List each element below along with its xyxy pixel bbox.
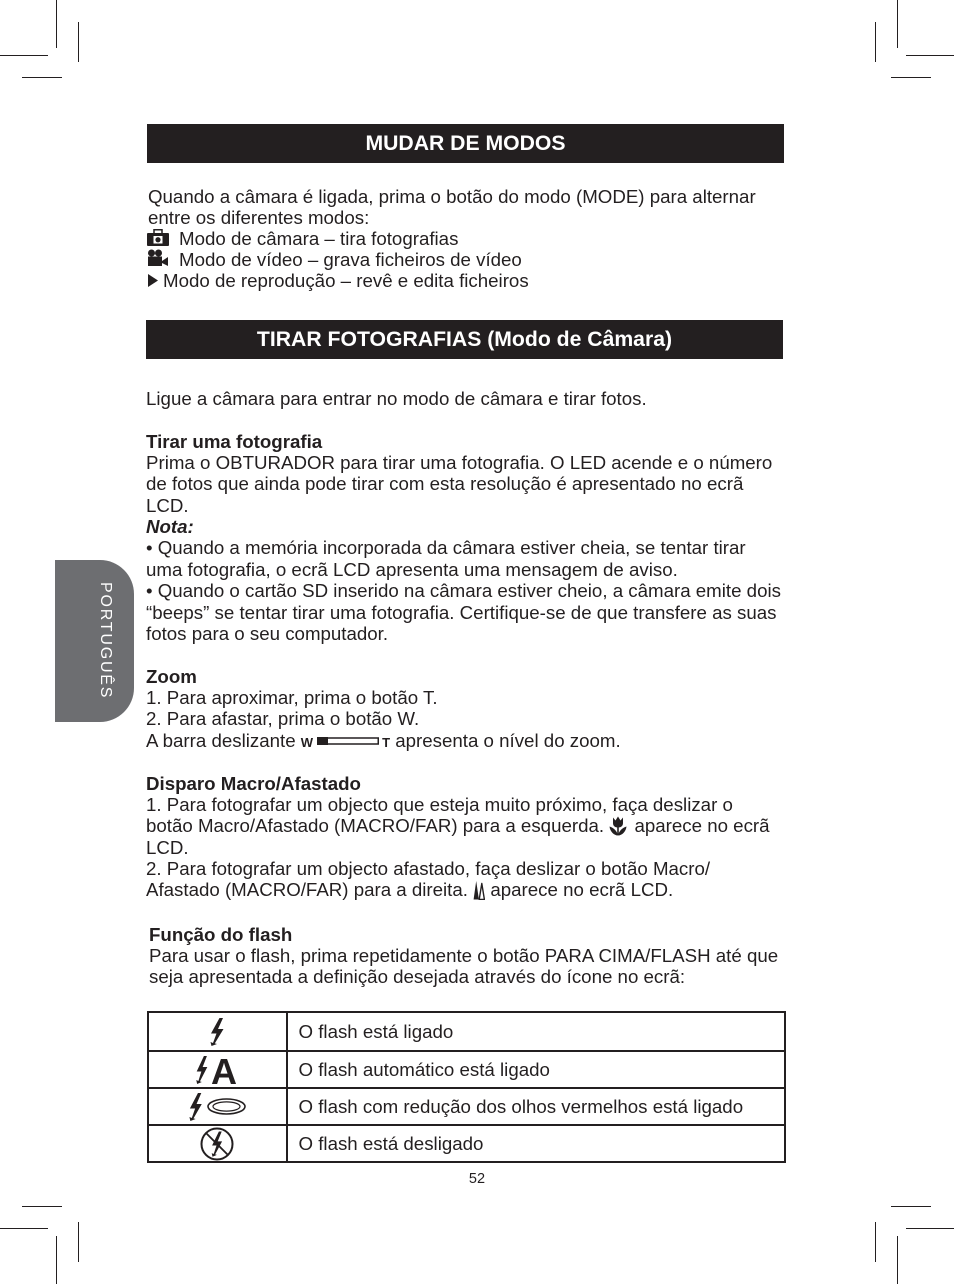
table-icon-cell bbox=[149, 1013, 288, 1050]
flash-auto-letter: A bbox=[211, 1054, 238, 1085]
zoom-wide-letter: W bbox=[300, 734, 314, 750]
zoom-slider-line bbox=[146, 730, 621, 751]
far-text-after: aparece no ecrã LCD. bbox=[490, 879, 674, 901]
note-line: “beeps” se tentar tirar uma fotografia. Certifique-se de que transfere as suas bbox=[146, 601, 777, 623]
table-row bbox=[149, 1050, 784, 1087]
table-icon-cell bbox=[149, 1126, 288, 1161]
note-label: Nota: bbox=[146, 516, 194, 538]
flash-on-icon bbox=[209, 1018, 225, 1046]
photo-intro-line: Ligue a câmara para entrar no modo de câmara e tirar fotos. bbox=[146, 387, 647, 409]
page-number: 52 bbox=[468, 1171, 486, 1187]
table-icon-cell bbox=[149, 1052, 288, 1087]
mode-item-playback bbox=[147, 270, 756, 291]
photo-intro bbox=[146, 388, 647, 409]
modes-intro-line: entre os diferentes modos: bbox=[148, 206, 370, 228]
flash-auto-icon bbox=[195, 1055, 239, 1085]
take-photo-heading: Tirar uma fotografia bbox=[146, 430, 323, 452]
mode-item-label: Modo de vídeo – grava ficheiros de vídeo bbox=[179, 248, 522, 270]
macro-line: 2. Para fotografar um objecto afastado, faça deslizar o botão Macro/ bbox=[146, 858, 711, 880]
zoom-line: 2. Para afastar, prima o botão W. bbox=[146, 708, 420, 730]
macro-heading: Disparo Macro/Afastado bbox=[146, 772, 361, 794]
modes-body bbox=[147, 186, 756, 291]
zoom-slider-text-before: A barra deslizante bbox=[146, 729, 296, 751]
macro-text-before: botão Macro/Afastado (MACRO/FAR) para a esquerda. bbox=[146, 815, 605, 837]
zoom-bar-icon bbox=[317, 737, 379, 745]
camera-icon bbox=[147, 229, 169, 246]
note-line: • Quando a memória incorporada da câmara estiver cheia, se tentar tirar bbox=[146, 537, 746, 559]
macro-line: LCD. bbox=[146, 836, 189, 858]
flash-off-icon bbox=[199, 1127, 235, 1161]
table-row bbox=[149, 1087, 784, 1124]
video-camera-icon bbox=[147, 249, 168, 266]
table-row bbox=[149, 1124, 784, 1161]
mode-item-label: Modo de câmara – tira fotografias bbox=[179, 227, 459, 249]
side-tab-label: PORTUGUÊS bbox=[97, 582, 114, 700]
play-icon bbox=[148, 274, 158, 287]
zoom-tele-letter: T bbox=[382, 734, 391, 750]
zoom-slider-text-after: apresenta o nível do zoom. bbox=[395, 729, 621, 751]
macro-line bbox=[146, 879, 770, 900]
language-side-tab bbox=[55, 560, 134, 722]
take-photo-line: de fotos que ainda pode tirar com esta resolução é apresentado no ecrã bbox=[146, 473, 744, 495]
far-text-before: Afastado (MACRO/FAR) para a direita. bbox=[146, 879, 468, 901]
take-photo-line: LCD. bbox=[146, 494, 189, 516]
modes-intro-line: Quando a câmara é ligada, prima o botão do modo (MODE) para alternar bbox=[148, 185, 756, 207]
flash-line: Para usar o flash, prima repetidamente o botão PARA CIMA/FLASH até que bbox=[149, 944, 779, 966]
table-description: O flash está desligado bbox=[298, 1132, 484, 1154]
table-description: O flash com redução dos olhos vermelhos está ligado bbox=[298, 1095, 744, 1117]
macro-line: 1. Para fotografar um objecto que esteja muito próximo, faça deslizar o bbox=[146, 793, 733, 815]
take-photo-line: Prima o OBTURADOR para tirar uma fotografia. O LED acende e o número bbox=[146, 451, 773, 473]
macro-line bbox=[146, 815, 770, 836]
mode-item-video bbox=[147, 249, 756, 270]
take-photo-block bbox=[146, 431, 781, 645]
table-description: O flash automático está ligado bbox=[298, 1058, 550, 1080]
macro-text-after: aparece no ecrã bbox=[634, 815, 770, 837]
macro-flower-icon bbox=[609, 816, 627, 836]
side-tab-label-wrap bbox=[95, 560, 115, 722]
zoom-line: 1. Para aproximar, prima o botão T. bbox=[146, 686, 438, 708]
section-title-photo: TIRAR FOTOGRAFIAS (Modo de Câmara) bbox=[146, 320, 783, 359]
landscape-far-icon bbox=[473, 880, 485, 900]
note-line: fotos para o seu computador. bbox=[146, 623, 389, 645]
flash-line: seja apresentada a definição desejada através do ícone no ecrã: bbox=[149, 966, 686, 988]
note-line: uma fotografia, o ecrã LCD apresenta uma mensagem de aviso. bbox=[146, 558, 678, 580]
section-title-modes: MUDAR DE MODOS bbox=[147, 124, 784, 163]
table-description: O flash está ligado bbox=[298, 1020, 454, 1042]
mode-item-label: Modo de reprodução – revê e edita ficheiros bbox=[163, 269, 529, 291]
table-icon-cell bbox=[149, 1089, 288, 1124]
zoom-block bbox=[146, 666, 621, 752]
mode-item-camera bbox=[147, 228, 756, 249]
zoom-slider-icon bbox=[301, 730, 390, 753]
macro-block bbox=[146, 773, 770, 901]
table-row bbox=[149, 1013, 784, 1050]
flash-red-eye-icon bbox=[188, 1092, 246, 1122]
zoom-heading: Zoom bbox=[146, 665, 197, 687]
flash-block bbox=[149, 924, 778, 988]
flash-heading: Função do flash bbox=[149, 923, 293, 945]
flash-modes-table bbox=[147, 1011, 786, 1163]
note-line: • Quando o cartão SD inserido na câmara estiver cheio, a câmara emite dois bbox=[146, 580, 781, 602]
